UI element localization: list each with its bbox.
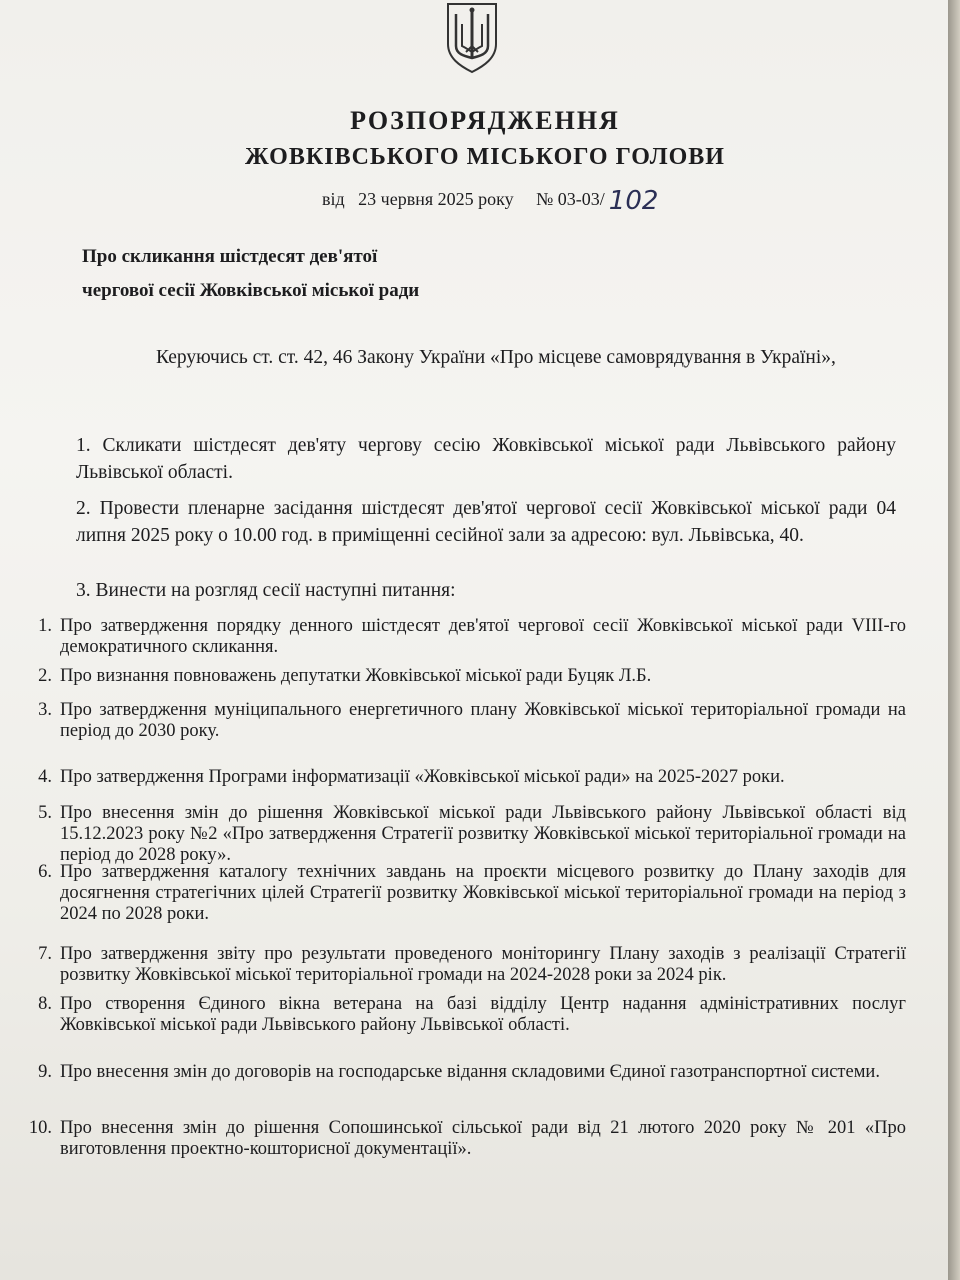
agenda-item-text: Про затвердження Програми інформатизації «Жовківської міської ради» на 2025-2027 роки. — [60, 767, 785, 787]
document-issuer: ЖОВКІВСЬКОГО МІСЬКОГО ГОЛОВИ — [245, 144, 725, 170]
subject-heading — [82, 240, 419, 308]
coat-of-arms-icon — [442, 2, 502, 74]
agenda-item-text: Про затвердження муніципального енергетичного плану Жовківської міської територіальної громади на період до 2030 року. — [60, 700, 906, 741]
agenda-item-number: 3. — [38, 700, 52, 720]
date-prefix: від — [322, 189, 345, 209]
agenda-item-number: 8. — [38, 994, 52, 1014]
agenda-item-text: Про затвердження звіту про результати проведеного моніторингу Плану заходів з реалізації Стратегії розвитку Жовківської міської територіальної громади на 2024-2028 роки за 2024 рік. — [60, 944, 906, 985]
agenda-item-text: Про затвердження порядку денного шістдесят дев'ятої чергової сесії Жовківської міської ради VIII-го демократичного скликання. — [60, 616, 906, 657]
point-1: 1. Скликати шістдесят дев'яту чергову сесію Жовківської міської ради Львівського району Львівської області. — [76, 435, 896, 483]
agenda-item-number: 9. — [38, 1062, 52, 1082]
agenda-item-text: Про внесення змін до рішення Сопошинської сільської ради від 21 лютого 2020 року № 201 «Про виготовлення проектно-кошторисної документації». — [60, 1118, 906, 1159]
agenda-item-number: 4. — [38, 767, 52, 787]
page-edge-shadow — [948, 0, 960, 1280]
document-date: 23 червня 2025 року — [358, 189, 514, 209]
document-title: РОЗПОРЯДЖЕННЯ — [350, 106, 620, 135]
subject-line-1: Про скликання шістдесят дев'ятої — [82, 246, 378, 267]
agenda-item-number: 2. — [38, 666, 52, 686]
document-number-prefix: № 03-03/ — [536, 189, 605, 209]
agenda-item-number: 7. — [38, 944, 52, 964]
agenda-item-number: 5. — [38, 803, 52, 823]
agenda-item-number: 1. — [38, 616, 52, 636]
handwritten-number: 102 — [608, 186, 659, 216]
date-line — [322, 182, 659, 216]
preamble: Керуючись ст. ст. 42, 46 Закону України «Про місцеве самоврядування в Україні», — [156, 347, 836, 368]
agenda-item-text: Про визнання повноважень депутатки Жовківської міської ради Буцяк Л.Б. — [60, 666, 652, 686]
agenda-item-text: Про внесення змін до рішення Жовківської міської ради Львівського району Львівської області від 15.12.2023 року №2 «Про затвердження Стратегії розвитку Жовківської міської територіальної громади на період до 2028 року». — [60, 803, 906, 865]
agenda-item-text: Про створення Єдиного вікна ветерана на базі відділу Центр надання адміністративних послуг Жовківської міської ради Львівського району Львівської області. — [60, 994, 906, 1035]
agenda-item-number: 6. — [38, 862, 52, 882]
agenda-item-text: Про затвердження каталогу технічних завдань на проєкти місцевого розвитку до Плану заходів для досягнення стратегічних цілей Стратегії розвитку Жовківської міської територіальної громади на період з 2024 по 2028 роки. — [60, 862, 906, 924]
agenda-item-number: 10. — [28, 1118, 52, 1138]
agenda-item-text: Про внесення змін до договорів на господарське відання складовими Єдиної газотранспортної системи. — [60, 1062, 880, 1082]
point-2: 2. Провести пленарне засідання шістдесят дев'ятої чергової сесії Жовківської міської ради 04 липня 2025 року о 10.00 год. в приміщенні сесійної зали за адресою: вул. Львівська, 40. — [76, 498, 896, 546]
point-3: 3. Винести на розгляд сесії наступні питання: — [76, 580, 456, 601]
subject-line-2: чергової сесії Жовківської міської ради — [82, 280, 420, 301]
